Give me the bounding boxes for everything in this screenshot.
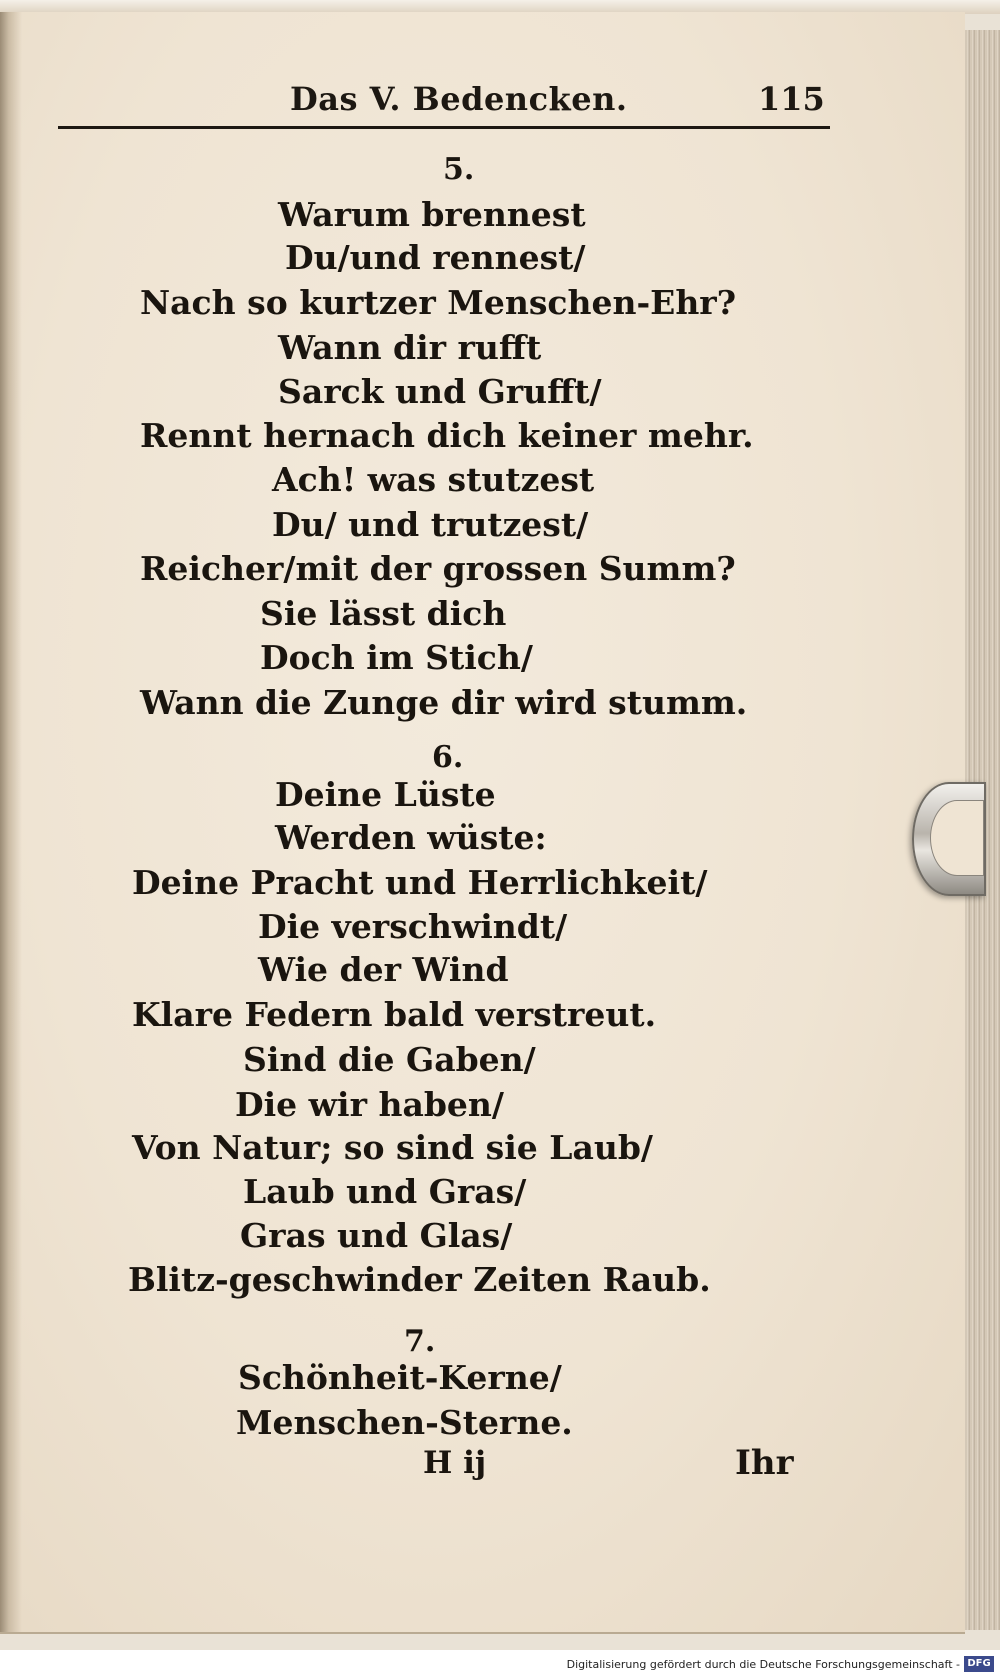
catchword: Ihr: [735, 1443, 794, 1483]
stanza-number: 7.: [404, 1324, 436, 1359]
page-number: 115: [758, 80, 825, 118]
poem-line: Laub und Gras/: [243, 1172, 527, 1211]
dfg-logo: DFG: [964, 1656, 994, 1672]
poem-line: Sind die Gaben/: [243, 1040, 536, 1079]
funding-credit: Digitalisierung gefördert durch die Deutsche Forschungsgemeinschaft -: [566, 1658, 960, 1671]
poem-line: Klare Federn bald verstreut.: [132, 995, 657, 1034]
poem-line: Deine Lüste: [275, 775, 496, 814]
poem-line: Gras und Glas/: [240, 1216, 513, 1255]
poem-line: Nach so kurtzer Menschen-Ehr?: [140, 283, 737, 322]
poem-line: Deine Pracht und Herrlichkeit/: [132, 863, 708, 902]
poem-line: Von Natur; so sind sie Laub/: [132, 1128, 653, 1167]
poem-line: Doch im Stich/: [260, 638, 533, 677]
poem-line: Die verschwindt/: [258, 907, 568, 946]
poem-line: Sarck und Grufft/: [278, 372, 602, 411]
footer-bar: [0, 1650, 1000, 1680]
poem-line: Wie der Wind: [258, 950, 509, 989]
stanza-number: 6.: [432, 740, 464, 775]
poem-line: Warum brennest: [278, 195, 586, 234]
page-clip-inner: [930, 800, 984, 876]
poem-line: Wann dir rufft: [278, 328, 542, 367]
poem-line: Die wir haben/: [235, 1085, 504, 1124]
poem-line: Werden wüste:: [275, 818, 547, 857]
stanza-number: 5.: [443, 152, 475, 187]
poem-line: Sie lässt dich: [260, 594, 507, 633]
poem-line: Reicher/mit der grossen Summ?: [140, 549, 736, 588]
poem-line: Du/ und trutzest/: [272, 505, 589, 544]
poem-line: Ach! was stutzest: [272, 460, 595, 499]
poem-line: Menschen-Sterne.: [236, 1403, 573, 1442]
running-head: Das V. Bedencken.: [290, 80, 628, 118]
poem-line: Schönheit-Kerne/: [238, 1358, 562, 1397]
poem-line: Du/und rennest/: [285, 238, 586, 277]
poem-line: Wann die Zunge dir wird stumm.: [140, 683, 748, 722]
poem-line: Rennt hernach dich keiner mehr.: [140, 416, 754, 455]
signature-mark: H ij: [423, 1445, 487, 1481]
poem-line: Blitz-geschwinder Zeiten Raub.: [128, 1260, 711, 1299]
